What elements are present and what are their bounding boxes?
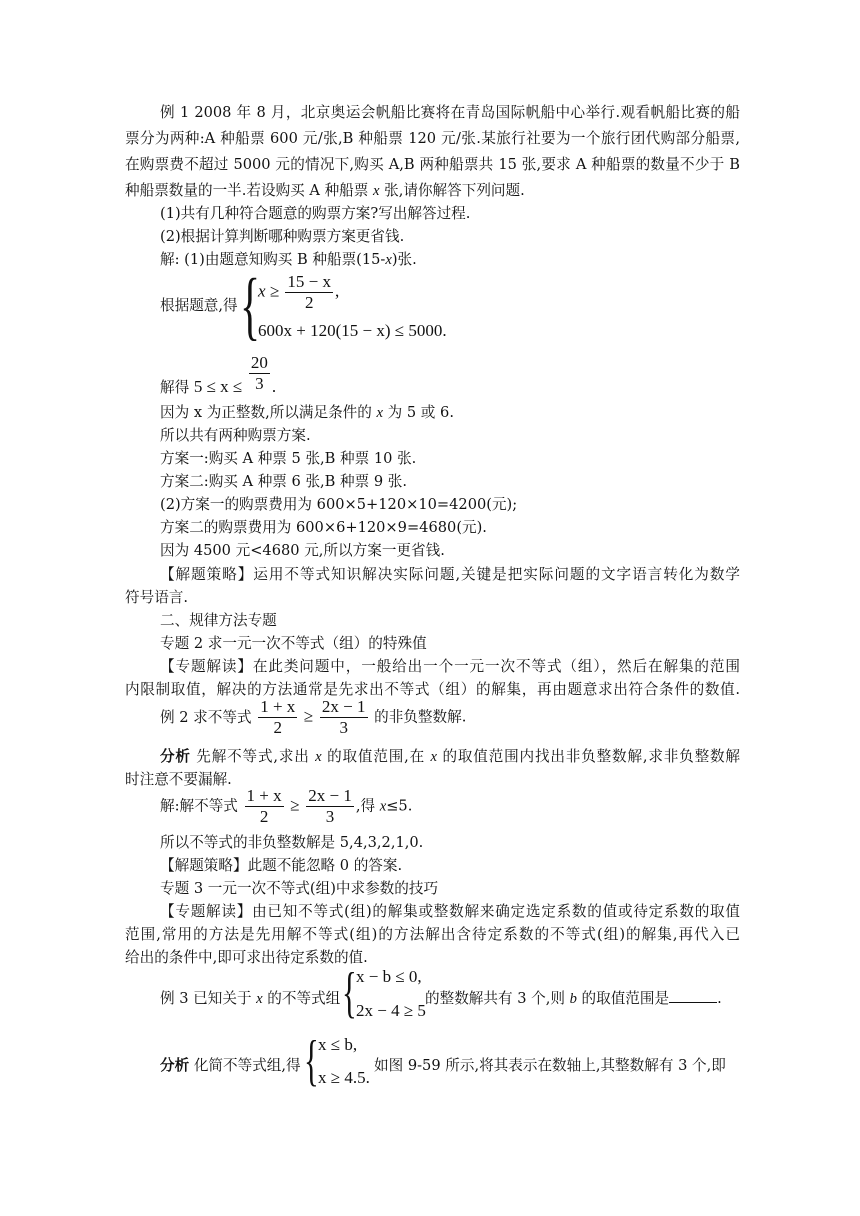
topic-3-title: 专题 3 一元一次不等式(组)中求参数的技巧 [160, 880, 439, 897]
strategy-2: 【解题策略】此题不能忽略 0 的答案. [160, 857, 403, 874]
analysis-3-row-2: x ≥ 4.5. [318, 1068, 370, 1087]
example-3-suffix: 的整数解共有 3 个,则 b 的取值范围是 . [425, 990, 722, 1007]
solution-2-result: 所以不等式的非负整数解是 5,4,3,2,1,0. [160, 834, 424, 851]
example-3-brace: { [342, 962, 357, 1024]
system-label: 根据题意,得 [160, 297, 238, 314]
topic-2-reading-line1: 【专题解读】在此类问题中，一般给出一个一元一次不等式（组），然后在解集的范围 [160, 658, 740, 675]
analysis-2-line2: 时注意不要漏解. [125, 771, 232, 788]
answer-blank [669, 988, 717, 1003]
system-row-2: 600x + 120(15 − x) ≤ 5000. [258, 321, 447, 340]
example-3-prefix: 例 3 已知关于 x 的不等式组 [160, 990, 341, 1007]
topic-3-reading-line3: 给出的条件中,即可求出待定系数的值. [125, 949, 368, 966]
topic-2-title: 专题 2 求一元一次不等式（组）的特殊值 [160, 635, 427, 652]
ex1-line1: 例 1 2008 年 8 月，北京奥运会帆船比赛将在青岛国际帆船中心举行.观看帆船比赛的船 [160, 104, 740, 121]
solution-1-intro: 解: (1)由题意知购买 B 种船票(15-x)张. [160, 251, 417, 268]
strategy-1-line2: 符号语言. [125, 589, 189, 606]
topic-3-reading-line1: 【专题解读】由已知不等式(组)的解集或整数解来确定选定系数的值或待定系数的取值 [160, 903, 740, 920]
example-3-row-2: 2x − 4 ≥ 5 [356, 1001, 426, 1020]
analysis-3-prefix: 分析 化简不等式组,得 [160, 1057, 301, 1074]
plan-2: 方案二:购买 A 种票 6 张,B 种票 9 张. [160, 473, 408, 490]
cost-compare: 因为 4500 元<4680 元,所以方案一更省钱. [160, 542, 445, 559]
analysis-3-brace: { [304, 1030, 319, 1092]
analysis-3-row-1: x ≤ b, [318, 1035, 358, 1054]
system-row-1: x ≥ $\frac{15 - x}{2}$ , [258, 272, 340, 312]
two-plans: 所以共有两种购票方案. [160, 427, 311, 444]
plan-1: 方案一:购买 A 种票 5 张,B 种票 10 张. [160, 450, 417, 467]
ex1-line4: 种船票数量的一半.若设购买 A 种船票 x 张,请你解答下列问题. [125, 182, 525, 199]
analysis-3-suffix: 如图 9-59 所示,将其表示在数轴上,其整数解有 3 个,即 [374, 1057, 726, 1074]
strategy-1-line1: 【解题策略】运用不等式知识解决实际问题,关键是把实际问题的文字语言转化为数学 [160, 566, 740, 583]
cost-plan-2: 方案二的购票费用为 600×6+120×9=4680(元). [160, 519, 487, 536]
ex1-line2: 票分为两种:A 种船票 600 元/张,B 种船票 120 元/张.某旅行社要为一个旅行团代购部分船票, [125, 130, 740, 147]
topic-2-reading-line2: 内限制取值，解决的方法通常是先求出不等式（组）的解集，再由题意求出符合条件的数值. [125, 681, 740, 698]
section-heading: 二、规律方法专题 [160, 612, 277, 629]
question-1: (1)共有几种符合题意的购票方案?写出解答过程. [160, 205, 471, 222]
solve-result: 解得 5 ≤ x ≤ $\frac{20}{3}$ . [160, 353, 277, 396]
solution-2: 解:解不等式 $\frac{1 + x}{2}$ ≥ $\frac{2x - 1}{3}$ ,得 x≤5. [160, 786, 413, 826]
question-2: (2)根据计算判断哪种购票方案更省钱. [160, 228, 405, 245]
example-3-row-1: x − b ≤ 0, [356, 967, 422, 986]
integer-condition: 因为 x 为正整数,所以满足条件的 x 为 5 或 6. [160, 404, 454, 421]
left-brace: { [240, 264, 261, 348]
topic-3-reading-line2: 范围,常用的方法是先用解不等式(组)的方法解出含待定系数的不等式(组)的解集,再代入已 [125, 926, 740, 943]
ex1-line3: 在购票费不超过 5000 元的情况下,购买 A,B 两种船票共 15 张,要求 A 种船票的数量不少于 B [125, 156, 740, 173]
analysis-2-line1: 分析 先解不等式,求出 x 的取值范围,在 x 的取值范围内找出非负整数解,求非负整数解 [160, 748, 741, 765]
example-2: 例 2 求不等式 $\frac{1 + x}{2}$ ≥ $\frac{2x - 1}{3}$ 的非负整数解. [160, 697, 467, 737]
cost-plan-1: (2)方案一的购票费用为 600×5+120×10=4200(元); [160, 496, 518, 513]
